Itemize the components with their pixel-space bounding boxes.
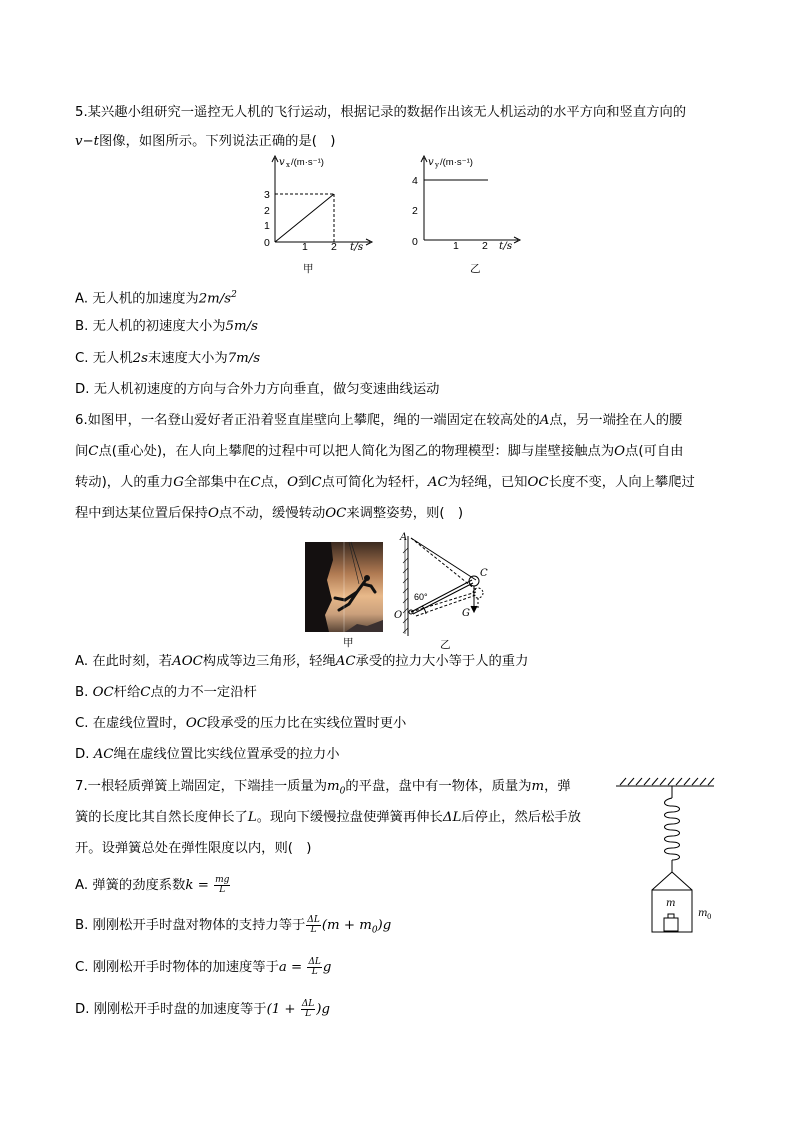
q5-option-b: B. 无人机的初速度大小为5m/s xyxy=(75,319,258,334)
svg-text:0: 0 xyxy=(412,236,418,248)
q6-stem-line3: 转动)，人的重力G全部集中在C点，O到C点可简化为轻杆，AC为轻绳，已知OC长度不变，人向上攀爬过 xyxy=(75,475,695,490)
q7-option-a: A. 弹簧的劲度系数k = $\frac{mg}{L}$ xyxy=(75,874,230,895)
svg-text:t/s: t/s xyxy=(499,240,513,252)
q6-stem-line4: 程中到达某位置后保持O点不动，缓慢转动OC来调整姿势，则( ) xyxy=(75,506,464,521)
q5-fig-a-caption: 甲 xyxy=(303,263,314,275)
svg-text:2: 2 xyxy=(412,205,418,217)
q7-fig-label-m: m xyxy=(666,898,676,909)
q5-option-c: C. 无人机2s末速度大小为7m/s xyxy=(75,351,261,366)
q6-stem-line1: 6.如图甲，一名登山爱好者正沿着竖直崖壁向上攀爬，绳的一端固定在较高处的A点，另一端拴在人的腰 xyxy=(75,413,683,428)
q6-option-c: C. 在虚线位置时，OC段承受的压力比在实线位置时更小 xyxy=(75,716,407,731)
q5-option-d: D. 无人机初速度的方向与合外力方向垂直，做匀变速曲线运动 xyxy=(75,382,440,397)
q5-stem-line2: v−t图像，如图所示。下列说法正确的是( ) xyxy=(75,134,336,149)
svg-text:1: 1 xyxy=(453,240,459,252)
q6-option-d: D. AC绳在虚线位置比实线位置承受的拉力小 xyxy=(75,747,340,762)
q6-fig-label-c: C xyxy=(480,568,488,579)
q7-figure-spring-pan xyxy=(610,772,722,942)
q7-option-d: D. 刚刚松开手时盘的加速度等于(1 + $\frac{\Delta L}{L}$ )g xyxy=(75,998,330,1019)
svg-text:1: 1 xyxy=(302,241,308,253)
q6-fig-a-caption: 甲 xyxy=(343,637,354,649)
svg-text:2: 2 xyxy=(331,241,337,253)
q7-stem-line1: 7.一根轻质弹簧上端固定，下端挂一质量为$m_0$的平盘，盘中有一物体，质量为m，弹 xyxy=(75,779,571,797)
svg-text:2: 2 xyxy=(264,205,270,217)
svg-text:v: v xyxy=(428,157,434,168)
q7-option-c: C. 刚刚松开手时物体的加速度等于a = $\frac{\Delta L}{L}$ g xyxy=(75,956,332,977)
svg-text:2: 2 xyxy=(482,240,488,252)
q5-stem-line1: 5.某兴趣小组研究一遥控无人机的飞行运动，根据记录的数据作出该无人机运动的水平方向和竖直方向的 xyxy=(75,105,687,120)
q5-figure-vx-graph xyxy=(258,152,383,280)
svg-text:0: 0 xyxy=(707,913,712,921)
svg-text:/(m·s⁻¹): /(m·s⁻¹) xyxy=(440,157,473,168)
q7-fig-label-m0: m xyxy=(698,908,708,919)
q6-fig-label-angle: 60° xyxy=(414,592,428,602)
q5-fig-a-ylabel: v xyxy=(279,157,285,168)
svg-text:x: x xyxy=(286,161,290,169)
svg-text:y: y xyxy=(435,161,439,169)
q7-option-b: B. 刚刚松开手时盘对物体的支持力等于 $\frac{\Delta L}{L}$ $(m + m_0)g$ xyxy=(75,914,392,936)
q6-figure-force-model xyxy=(392,528,502,652)
q6-fig-label-g: G xyxy=(462,608,470,619)
q5-option-a: A. 无人机的加速度为$2m/s^2$ xyxy=(75,290,237,307)
svg-text:t/s: t/s xyxy=(350,241,364,253)
q6-fig-label-a: A xyxy=(400,532,408,543)
q6-figure-climber-photo xyxy=(305,540,387,650)
q6-fig-label-o: O xyxy=(394,610,403,621)
q7-stem-line2: 簧的长度比其自然长度伸长了L。现向下缓慢拉盘使弹簧再伸长ΔL后停止，然后松手放 xyxy=(75,810,581,825)
q5-figure-vy-graph xyxy=(402,152,527,280)
svg-text:1: 1 xyxy=(264,220,270,232)
svg-text:0: 0 xyxy=(264,237,270,249)
svg-text:3: 3 xyxy=(264,189,270,201)
svg-text:4: 4 xyxy=(412,175,418,187)
q5-fig-b-caption: 乙 xyxy=(470,263,481,275)
q6-stem-line2: 间C点(重心处)，在人向上攀爬的过程中可以把人简化为图乙的物理模型：脚与崖壁接触点为O点(可自由 xyxy=(75,444,684,459)
q7-stem-line3: 开。设弹簧总处在弹性限度以内，则( ) xyxy=(75,841,312,856)
q6-fig-b-caption: 乙 xyxy=(440,639,451,651)
svg-text:/(m·s⁻¹): /(m·s⁻¹) xyxy=(291,157,324,168)
q6-option-a: A. 在此时刻，若AOC构成等边三角形，轻绳AC承受的拉力大小等于人的重力 xyxy=(75,654,529,669)
q6-option-b: B. OC杆给C点的力不一定沿杆 xyxy=(75,685,257,700)
